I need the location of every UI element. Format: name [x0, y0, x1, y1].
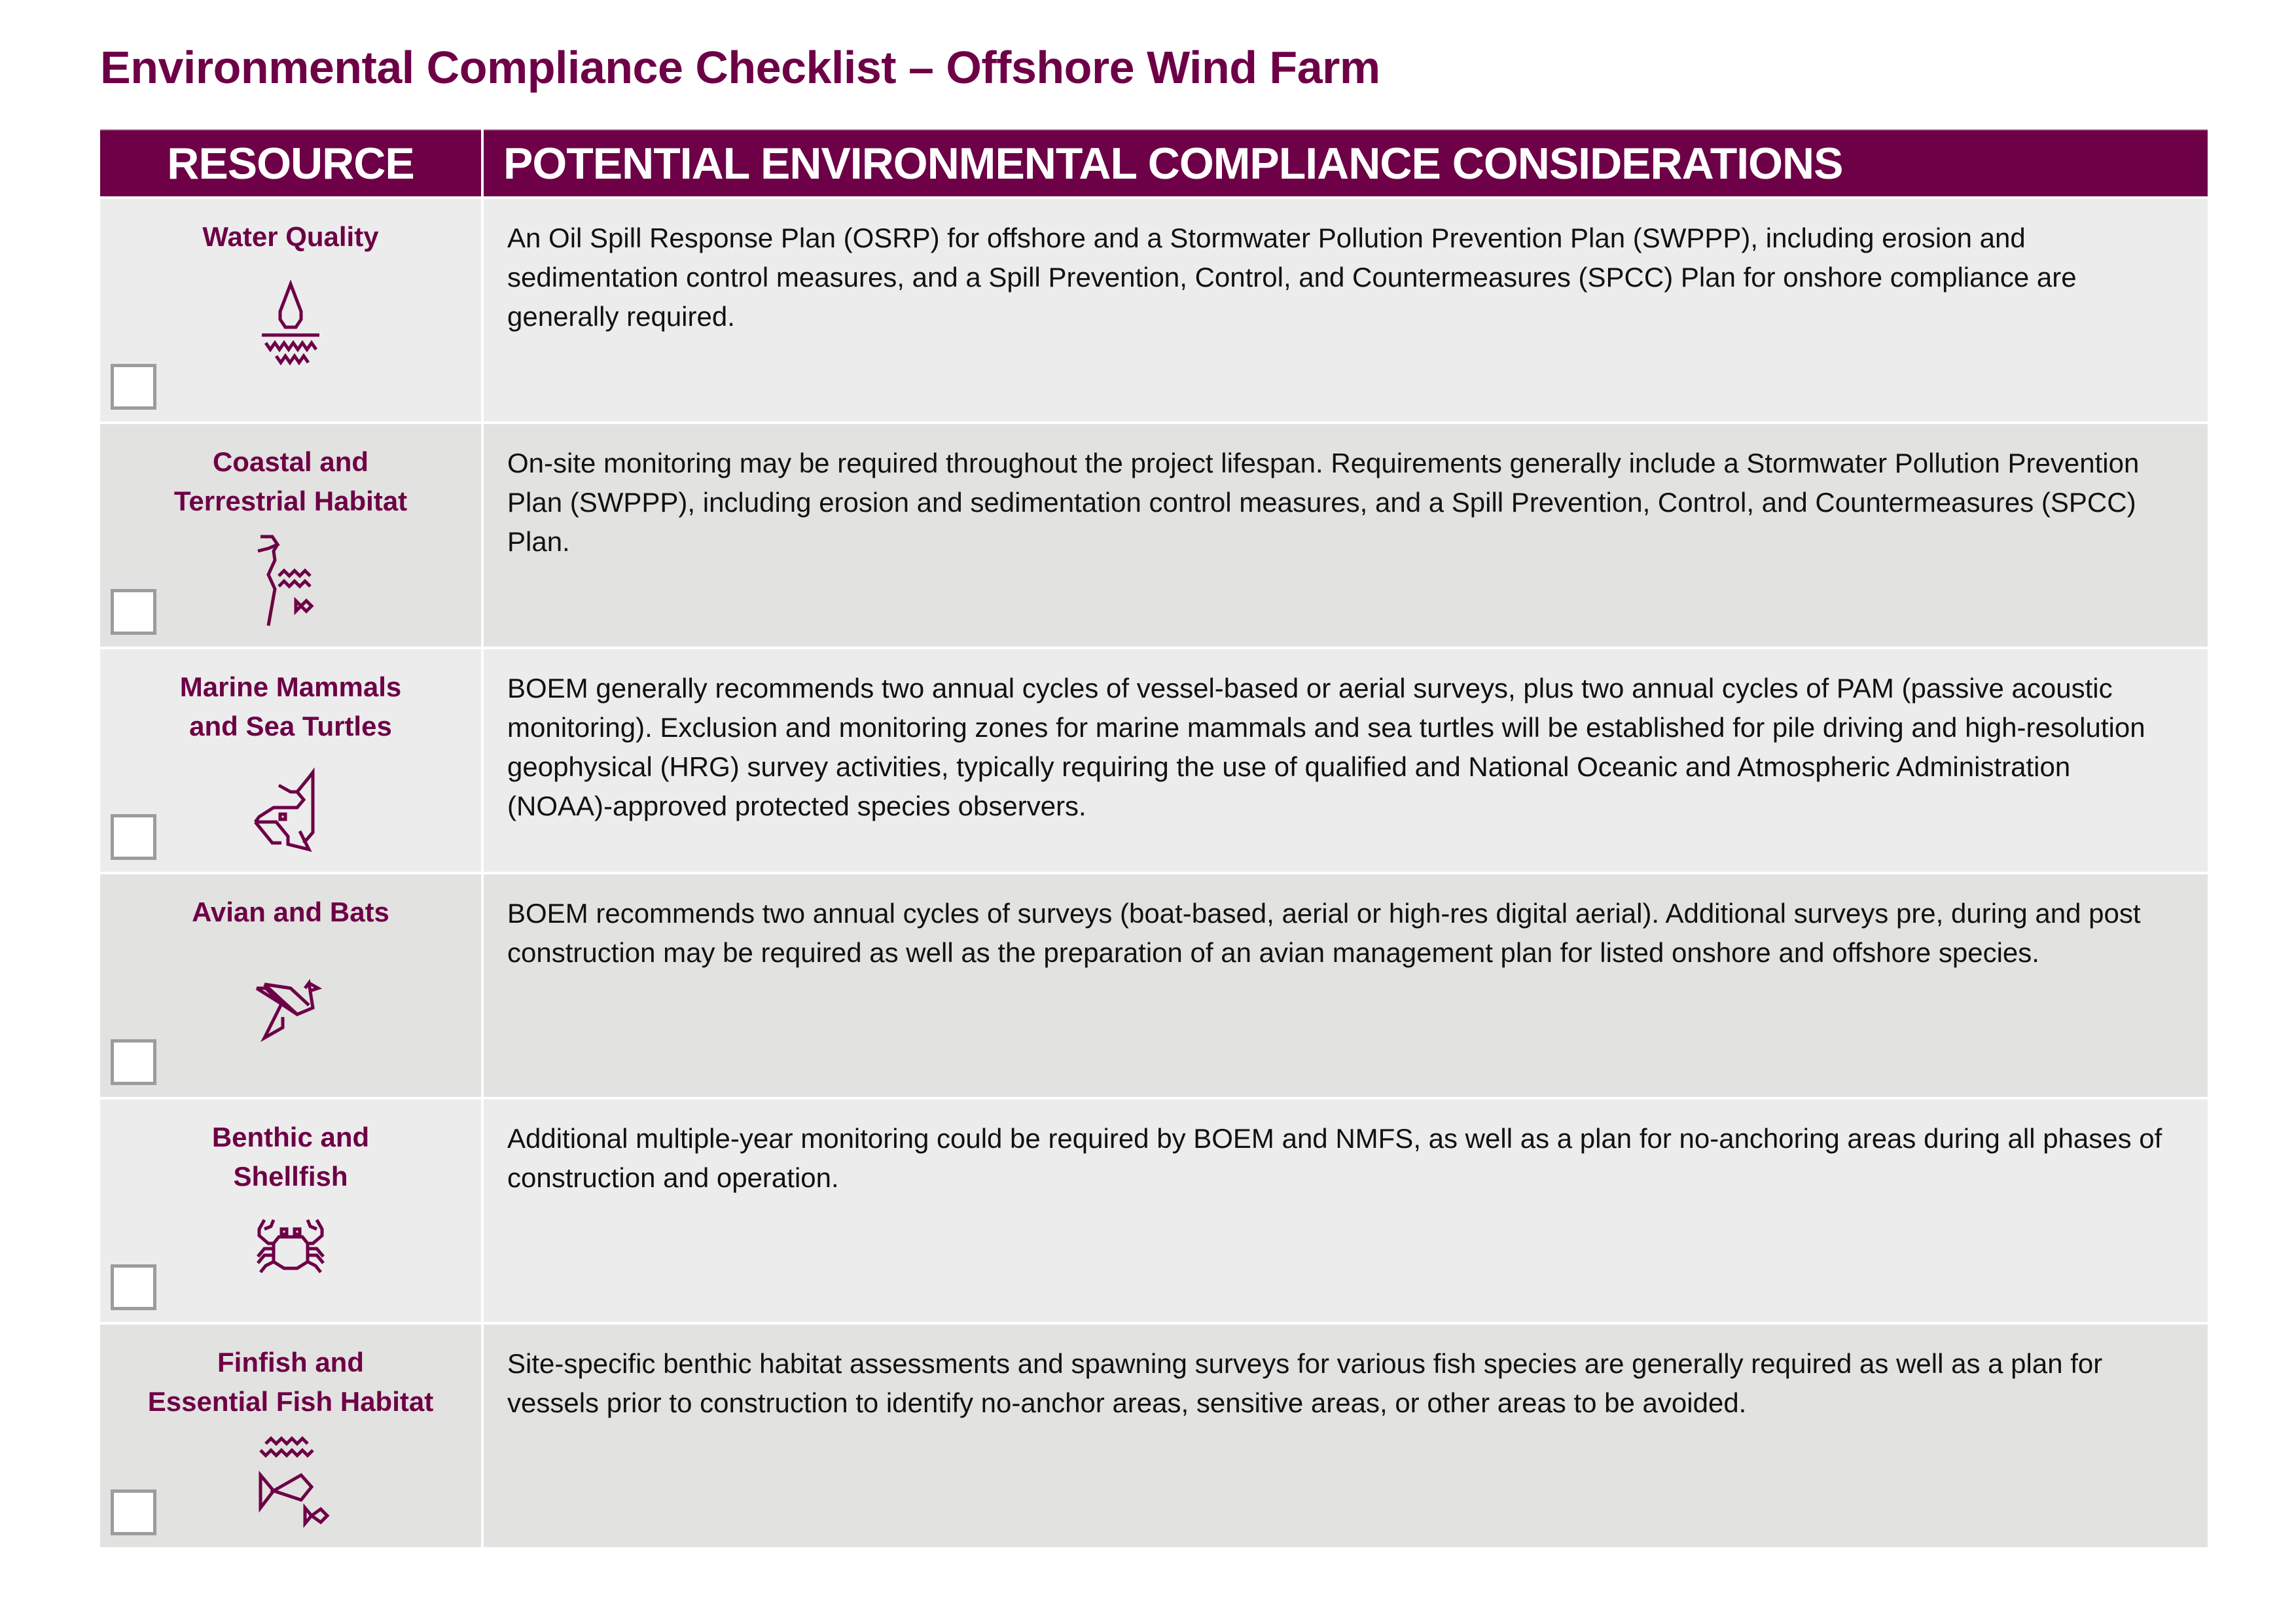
compliance-checklist-table [100, 130, 2208, 1547]
coastline-waves-fish-icon [232, 534, 350, 639]
checkbox-benthic-shellfish[interactable] [111, 1264, 156, 1310]
resource-label: Finfish and [217, 1347, 364, 1378]
header-considerations: POTENTIAL ENVIRONMENTAL COMPLIANCE CONSIDERATIONS [484, 130, 2208, 196]
resource-cell-finfish [100, 1325, 481, 1547]
considerations-cell-coastal-habitat: On-site monitoring may be required throughout the project lifespan. Requirements generally include a Stormwater Pollution Prevention Plan (SWPPP), including erosion and sedimentation control measures, and a Spill Prevention, Control, and Countermeasures (SPCC) Plan. [484, 424, 2208, 647]
resource-label: Terrestrial Habitat [173, 486, 408, 516]
resource-label: Essential Fish Habitat [147, 1386, 434, 1417]
origami-bird-icon [232, 952, 350, 1056]
resource-label: Avian and Bats [192, 897, 389, 927]
resource-label: Benthic and [211, 1122, 370, 1152]
considerations-cell-benthic-shellfish: Additional multiple-year monitoring could be required by BOEM and NMFS, as well as a plan for no-anchoring areas during all phases of construction and operation. [484, 1099, 2208, 1322]
waves-fish-icon [232, 1435, 350, 1539]
crab-icon [232, 1209, 350, 1314]
resource-label: Shellfish [233, 1161, 348, 1192]
resource-cell-marine-mammals [100, 649, 481, 872]
resource-cell-coastal-habitat [100, 424, 481, 647]
checkbox-water-quality[interactable] [111, 364, 156, 410]
considerations-cell-marine-mammals: BOEM generally recommends two annual cycles of vessel-based or aerial surveys, plus two annual cycles of PAM (passive acoustic monitoring). Exclusion and monitoring zones for marine mammals and sea turtles will be established for pile driving and high-resolution geophysical (HRG) survey activities, typically requiring the use of qualified and National Oceanic and Atmospheric Administration (NOAA)-approved protected species observers. [484, 649, 2208, 872]
resource-cell-water-quality [100, 199, 481, 421]
resource-label: Marine Mammals [179, 671, 402, 702]
considerations-cell-finfish: Site-specific benthic habitat assessments and spawning surveys for various fish species are generally required as well as a plan for vessels prior to construction to identify no-anchor areas, sensitive areas, or other areas to be avoided. [484, 1325, 2208, 1547]
considerations-cell-water-quality: An Oil Spill Response Plan (OSRP) for offshore and a Stormwater Pollution Prevention Plan (SWPPP), including erosion and sedimentation control measures, and a Spill Prevention, Control, and Countermeasures (SPCC) Plan for onshore compliance are generally required. [484, 199, 2208, 421]
checkbox-avian-bats[interactable] [111, 1039, 156, 1085]
resource-label: Water Quality [202, 221, 379, 252]
resource-cell-benthic-shellfish [100, 1099, 481, 1322]
page-title: Environmental Compliance Checklist – Offshore Wind Farm [100, 42, 1380, 93]
resource-cell-avian-bats [100, 874, 481, 1097]
checkbox-finfish[interactable] [111, 1489, 156, 1535]
water-drop-waves-icon [232, 276, 350, 381]
header-resource: RESOURCE [100, 130, 481, 196]
resource-label: Coastal and [212, 446, 369, 477]
checkbox-coastal-habitat[interactable] [111, 589, 156, 635]
considerations-cell-avian-bats: BOEM recommends two annual cycles of surveys (boat-based, aerial or high-res digital aerial). Additional surveys pre, during and post construction may be required as well as the preparation of an avian management plan for listed onshore and offshore species. [484, 874, 2208, 1097]
resource-label: and Sea Turtles [189, 711, 392, 741]
whale-icon [232, 759, 350, 864]
checkbox-marine-mammals[interactable] [111, 814, 156, 860]
